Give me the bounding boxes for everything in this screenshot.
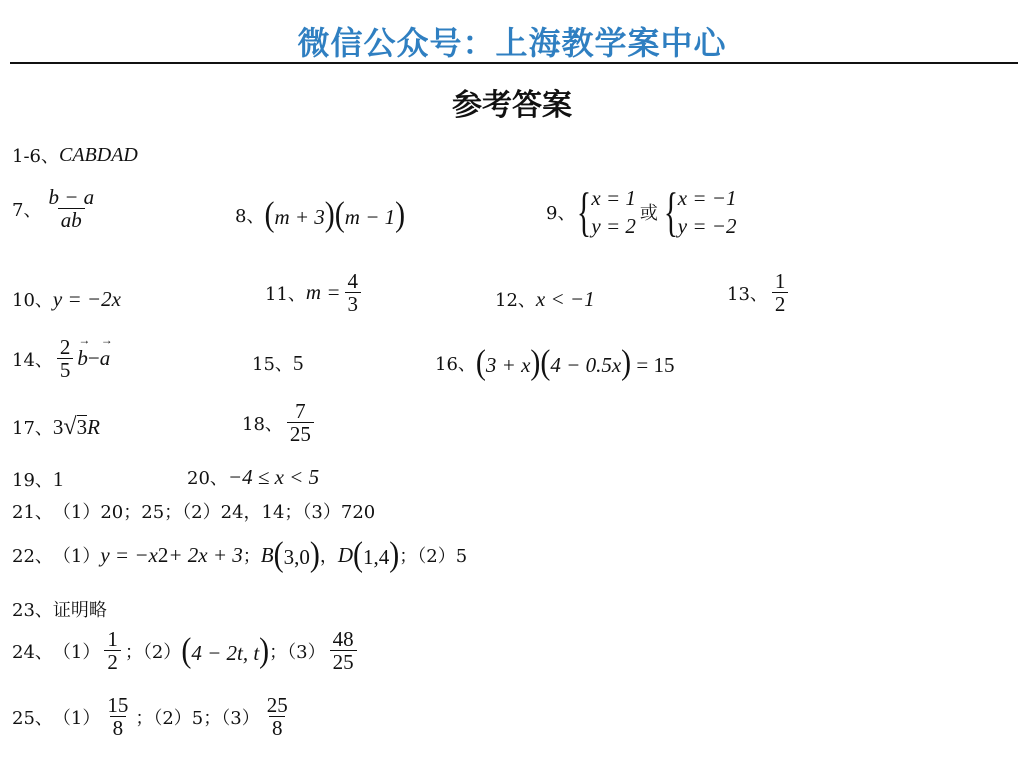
answer-10 — [12, 286, 121, 312]
rhs: = 15 — [631, 353, 675, 377]
part-3-label: ；（3） — [269, 641, 326, 663]
numerator: 1 — [107, 627, 118, 651]
page-title: 参考答案 — [452, 88, 572, 123]
denominator: 2 — [772, 292, 789, 315]
answer-number: 12、 — [495, 290, 536, 311]
header-rule — [10, 62, 1018, 64]
answer-value: 证明略 — [52, 600, 107, 621]
answer-number: 13、 — [727, 283, 768, 305]
point-d-coord: 1,4 — [363, 545, 390, 569]
numerator: 7 — [295, 399, 306, 423]
answer-17 — [12, 414, 100, 440]
part-1-label: （1） — [52, 546, 101, 567]
answer-number: 15、 — [252, 354, 293, 375]
denominator: 3 — [345, 292, 362, 315]
answer-number: 11、 — [265, 283, 306, 305]
system-2-line-2: y = −2 — [677, 214, 737, 239]
lhs: m = — [305, 280, 341, 305]
separator: ， — [319, 546, 338, 567]
part-2-label: ；（2） — [124, 641, 182, 663]
fraction-2 — [264, 694, 291, 739]
page-header: 微信公众号：上海教学案中心 — [297, 24, 727, 62]
fraction — [287, 400, 314, 445]
answer-18 — [242, 400, 318, 445]
part-1-label: （1） — [52, 641, 101, 663]
answer-21 — [12, 498, 375, 524]
separator: ； — [242, 546, 261, 567]
fraction — [772, 270, 789, 315]
numerator: b − a — [48, 185, 95, 209]
system-2 — [678, 184, 737, 241]
answer-14 — [12, 336, 110, 381]
answer-number: 22、 — [12, 546, 53, 567]
denominator: 2 — [104, 650, 121, 673]
exponent: 2 — [157, 542, 169, 567]
denominator: 8 — [269, 716, 286, 739]
system-1 — [591, 184, 636, 241]
equation-part-a: y = −x — [100, 542, 158, 567]
point-b-coord: 3,0 — [283, 545, 310, 569]
answer-number: 10、 — [12, 290, 53, 311]
answer-20 — [187, 464, 319, 490]
answer-value: 1 — [52, 466, 64, 491]
fraction-2 — [330, 628, 357, 673]
answer-19 — [12, 466, 63, 492]
answer-13 — [727, 270, 792, 315]
answer-number: 7、 — [12, 199, 42, 221]
expression: (m + 3)(m − 1) — [264, 195, 406, 234]
square-root — [63, 415, 87, 439]
system-2-line-1: x = −1 — [677, 186, 737, 210]
point-b-label: B — [260, 542, 274, 567]
answer-number: 16、 — [435, 354, 476, 375]
fraction — [345, 270, 362, 315]
numerator: 25 — [266, 693, 288, 717]
point-d-label: D — [337, 542, 354, 567]
answer-number: 18、 — [242, 413, 283, 435]
answer-7 — [12, 186, 101, 231]
denominator: 25 — [287, 422, 314, 445]
factor-2: m − 1 — [344, 205, 396, 229]
variable: R — [87, 414, 100, 439]
numerator: 4 — [347, 269, 358, 293]
answer-number: 1-6、 — [12, 146, 59, 167]
vector-a: → a — [100, 346, 111, 371]
answer-15 — [252, 350, 303, 376]
radicand: 3 — [76, 414, 88, 439]
answer-number: 23、 — [12, 600, 53, 621]
left-brace: { — [663, 182, 678, 243]
answer-12 — [495, 286, 595, 312]
inequality: −4 ≤ x < 5 — [227, 464, 320, 489]
answer-8 — [235, 195, 406, 234]
fraction-1 — [104, 694, 131, 739]
denominator: 25 — [330, 650, 357, 673]
answer-number: 8、 — [235, 206, 265, 227]
answer-number: 17、 — [12, 418, 53, 439]
coefficient: 3 — [52, 414, 64, 439]
denominator: 8 — [110, 716, 127, 739]
answer-25 — [12, 694, 295, 739]
fraction-1 — [104, 628, 121, 673]
answer-22: 22、 （1） y = −x 2 + 2x + 3 ； B (3,0) ， D (1,4) ；（2）5 — [12, 535, 468, 574]
equation: y = −2x — [52, 286, 121, 311]
answer-23 — [12, 596, 107, 622]
factor-2: 4 − 0.5x — [550, 353, 622, 377]
numerator: 2 — [59, 335, 71, 359]
system-1-line-2: y = 2 — [591, 214, 636, 239]
answer-number: 24、 — [12, 641, 53, 663]
answer-number: 20、 — [187, 468, 228, 489]
fraction — [57, 336, 74, 381]
inequality: x < −1 — [535, 286, 595, 311]
denominator: 5 — [57, 358, 74, 381]
answer-11 — [265, 270, 365, 315]
operator: − — [87, 346, 100, 371]
numerator: 1 — [774, 269, 786, 293]
equation-part-b: + 2x + 3 — [168, 542, 243, 567]
coordinate: 4 − 2t, t — [191, 640, 260, 665]
part-1-label: （1） — [52, 707, 101, 729]
answer-number: 25、 — [12, 707, 53, 729]
answer-24: 24、 （1） $\frac{1}{2}$ ；（2） (4 − 2t, t) ；（3） $\frac{48}{25}$ — [12, 628, 361, 673]
vector-b: → b — [77, 346, 88, 371]
equation: (3 + x)(4 − 0.5x) = 15 — [475, 343, 675, 382]
or-text: 或 — [639, 203, 658, 225]
answer-value: （1）20；25；（2）24，14；（3）720 — [52, 502, 376, 523]
factor-1: 3 + x — [485, 353, 531, 377]
numerator: 15 — [107, 693, 129, 717]
answer-16 — [435, 343, 675, 382]
fraction — [45, 186, 97, 231]
answer-9 — [546, 184, 736, 241]
answer-number: 21、 — [12, 502, 53, 523]
factor-1: m + 3 — [274, 205, 325, 229]
answer-number: 14、 — [12, 349, 53, 371]
numerator: 48 — [332, 627, 354, 651]
answer-number: 9、 — [546, 203, 576, 225]
answer-number: 19、 — [12, 470, 53, 491]
denominator: ab — [58, 208, 85, 231]
answer-1-6 — [12, 142, 138, 168]
answer-value: 5 — [292, 350, 304, 375]
radical-sign: √ — [63, 414, 77, 441]
system-1-line-1: x = 1 — [591, 186, 636, 210]
parts-2-3-label: ；（2）5；（3） — [135, 707, 260, 729]
left-brace: { — [577, 182, 592, 243]
answer-value: CABDAD — [59, 143, 138, 166]
part-2: ；（2）5 — [399, 546, 468, 567]
